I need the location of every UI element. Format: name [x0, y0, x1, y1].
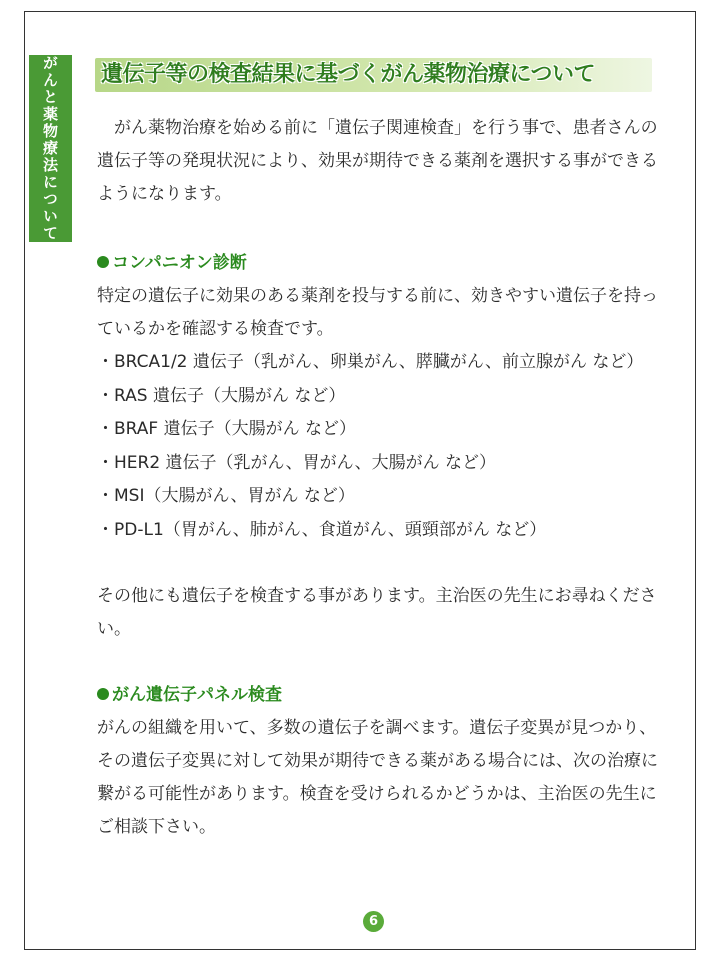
- bullet-dot-icon: [97, 688, 109, 700]
- side-tab: [29, 55, 72, 242]
- list-item: ・RAS 遺伝子（大腸がん など）: [97, 385, 346, 406]
- gene-list: [97, 346, 667, 547]
- companion-description: 特定の遺伝子に効果のある薬剤を投与する前に、効きやすい遺伝子を持っているかを確認する検査です。: [97, 286, 658, 339]
- page-title: 遺伝子等の検査結果に基づくがん薬物治療について: [101, 62, 596, 87]
- list-item: ・BRCA1/2 遺伝子（乳がん、卵巣がん、膵臓がん、前立腺がん など）: [97, 352, 644, 372]
- list-item: ・HER2 遺伝子（乳がん、胃がん、大腸がん など）: [97, 452, 496, 473]
- list-item: ・BRAF 遺伝子（大腸がん など）: [97, 419, 357, 439]
- section-heading-label: コンパニオン診断: [112, 253, 247, 273]
- list-item: ・MSI（大腸がん、胃がん など）: [97, 486, 355, 506]
- panel-description: がんの組織を用いて、多数の遺伝子を調べます。遺伝子変異が見つかり、その遺伝子変異に対して効果が期待できる薬がある場合には、次の治療に繋がる可能性があります。検査を受けられるかどうかは、主治医の先生にご相談下さい。: [97, 718, 658, 837]
- section-heading-label: がん遺伝子パネル検査: [112, 685, 282, 705]
- side-tab-label: がんと薬物療法について: [41, 55, 59, 242]
- intro-paragraph: がん薬物治療を始める前に「遺伝子関連検査」を行う事で、患者さんの遺伝子等の発現状況により、効果が期待できる薬剤を選択する事ができるようになります。: [97, 118, 658, 204]
- section-heading-companion: [97, 248, 247, 278]
- section-heading-panel: [97, 680, 282, 710]
- other-tests-note: その他にも遺伝子を検査する事があります。主治医の先生にお尋ねください。: [97, 586, 657, 639]
- list-item: ・PD-L1（胃がん、肺がん、食道がん、頭頸部がん など）: [97, 519, 547, 540]
- page-number: 6: [363, 911, 384, 932]
- bullet-dot-icon: [97, 256, 109, 268]
